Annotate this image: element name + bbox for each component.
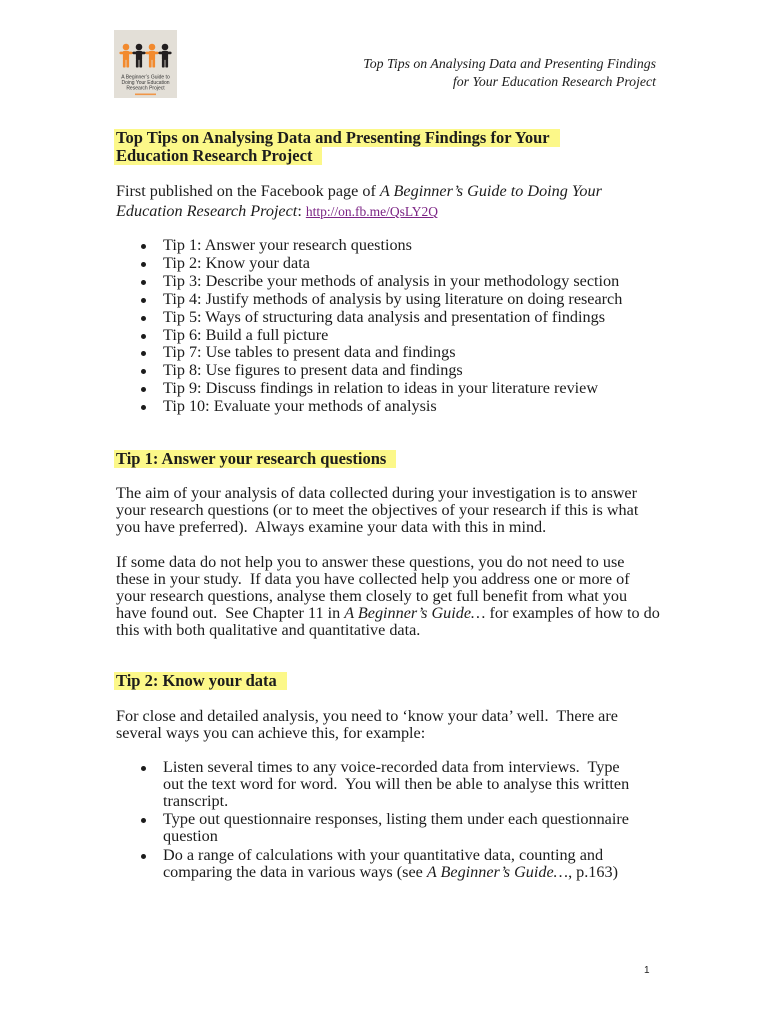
tips-contents-list: [0, 237, 700, 416]
paragraph: [116, 708, 618, 742]
cover-title-line: A Beginner’s Guide to: [121, 74, 170, 81]
running-header-line-1: [363, 55, 656, 73]
book-title-italic: Education Research Project: [116, 202, 298, 220]
paragraph-line: [116, 554, 660, 571]
book-title-italic: A Beginner’s Guide…: [344, 603, 486, 622]
paragraph-text: If some data do not help you to answer these questions, you do not need to use: [116, 552, 625, 571]
paragraph-text: For close and detailed analysis, you need to ‘know your data’ well. There are: [116, 706, 618, 725]
list-item: [0, 344, 700, 362]
know-your-data-list: [0, 759, 700, 881]
bullet-icon: [141, 298, 146, 303]
paper-doll-people-icon: [114, 30, 177, 98]
list-item: [0, 309, 700, 327]
book-cover-thumbnail: [114, 30, 177, 98]
intro-separator: :: [297, 202, 306, 220]
list-item-text: Tip 10: Evaluate your methods of analysis: [163, 397, 437, 416]
paragraph-line: [116, 571, 660, 588]
facebook-link[interactable]: http://on.fb.me/QsLY2Q: [305, 204, 438, 219]
section-heading-tip-2: [114, 672, 287, 690]
bullet-icon: [141, 351, 146, 356]
title-highlight: Education Research Project: [114, 147, 322, 165]
list-item-line: [163, 811, 700, 828]
bullet-icon: [141, 316, 146, 321]
paragraph-line: [116, 708, 618, 725]
list-item-text: Do a range of calculations with your quantitative data, counting and: [163, 845, 604, 864]
list-item-text: Tip 8: Use figures to present data and findings: [163, 361, 463, 380]
list-item-text: Tip 5: Ways of structuring data analysis and presentation of findings: [163, 307, 605, 326]
bullet-icon: [141, 818, 146, 823]
list-item-text: Tip 2: Know your data: [163, 253, 310, 272]
list-item: [0, 362, 700, 380]
list-item-text: Tip 9: Discuss findings in relation to ideas in your literature review: [163, 379, 599, 398]
intro-line-1: [116, 181, 602, 201]
cover-title-line: Doing Your Education: [121, 80, 170, 86]
section-heading-highlight: Tip 1: Answer your research questions: [114, 450, 396, 468]
list-item-text: Tip 7: Use tables to present data and findings: [163, 343, 456, 362]
list-item-text: comparing the data in various ways (see: [163, 862, 427, 881]
list-item-text: Tip 4: Justify methods of analysis by using literature on doing research: [163, 289, 623, 308]
list-item: [0, 291, 700, 309]
book-title-italic: A Beginner’s Guide…: [426, 862, 569, 881]
paragraph-line: [116, 588, 660, 605]
list-item: [0, 847, 700, 881]
intro-line-2: [116, 201, 602, 222]
bullet-icon: [141, 854, 146, 859]
list-item-text: Tip 3: Describe your methods of analysis in your methodology section: [163, 271, 620, 290]
paragraph-text: have found out. See Chapter 11 in: [116, 603, 345, 622]
list-item-text: , p.163): [568, 862, 618, 881]
paragraph-line: [116, 502, 638, 519]
bullet-icon: [141, 369, 146, 374]
paragraph-line: [116, 485, 638, 502]
list-item-line: [163, 776, 700, 793]
list-item: [0, 398, 700, 416]
section-heading-highlight: Tip 2: Know your data: [114, 672, 287, 690]
paragraph-text: your research questions (or to meet the objectives of your research if this is what: [116, 500, 639, 519]
title-line-2: [114, 147, 560, 165]
paragraph-text: your research questions, analyse them closely to get full benefit from what you: [116, 586, 628, 605]
cover-author-mark: [135, 94, 156, 96]
running-header: [363, 55, 656, 91]
bullet-icon: [141, 766, 146, 771]
list-item-line: [163, 864, 700, 881]
book-title-italic: A Beginner’s Guide to Doing Your: [379, 182, 602, 200]
list-item-line: [163, 759, 700, 776]
list-item-text: Tip 6: Build a full picture: [163, 325, 329, 344]
list-item: [0, 255, 700, 273]
list-item: [0, 811, 700, 845]
paragraph-text: The aim of your analysis of data collected during your investigation is to answer: [116, 483, 638, 502]
paragraph-text: you have preferred). Always examine your data with this in mind.: [116, 517, 547, 536]
bullet-icon: [141, 405, 146, 410]
list-item-text: Type out questionnaire responses, listing them under each questionnaire: [163, 810, 629, 828]
paragraph-text: these in your study. If data you have collected help you address one or more of: [116, 569, 630, 588]
bullet-icon: [141, 262, 146, 267]
paragraph: [116, 485, 638, 536]
bullet-icon: [141, 280, 146, 285]
paragraph-line: [116, 519, 638, 536]
intro-text: First published on the Facebook page of: [116, 182, 380, 200]
list-item: [0, 237, 700, 255]
bullet-icon: [141, 334, 146, 339]
list-item-line: [163, 847, 700, 864]
title-highlight: Top Tips on Analysing Data and Presenting Findings for Your: [114, 129, 560, 147]
list-item: [0, 380, 700, 398]
paragraph-text: several ways you can achieve this, for example:: [116, 723, 426, 742]
paragraph-line: [116, 725, 618, 742]
list-item: [0, 327, 700, 345]
document-title: [114, 129, 560, 165]
bullet-icon: [141, 387, 146, 392]
intro-paragraph: [116, 181, 602, 222]
list-item-text: out the text word for word. You will then be able to analyse this written: [163, 774, 630, 793]
paragraph-text: this with both qualitative and quantitative data.: [116, 620, 421, 639]
running-header-text: Top Tips on Analysing Data and Presenting Findings: [363, 56, 656, 71]
list-item: [0, 273, 700, 291]
running-header-line-2: [363, 73, 656, 91]
page-number: 1: [644, 965, 650, 976]
bullet-icon: [141, 244, 146, 249]
paragraph-text: for examples of how to do: [485, 603, 660, 622]
paragraph: [116, 554, 660, 639]
list-item-text: Listen several times to any voice-recorded data from interviews. Type: [163, 757, 620, 776]
section-heading-tip-1: [114, 450, 396, 468]
running-header-text: for Your Education Research Project: [452, 74, 656, 89]
title-line-1: [114, 129, 560, 147]
list-item-line: [163, 793, 700, 810]
paragraph-line: [116, 605, 660, 622]
paragraph-line: [116, 622, 660, 639]
list-item-text: question: [163, 827, 218, 845]
list-item: [0, 759, 700, 810]
list-item-line: [163, 828, 700, 845]
list-item-text: transcript.: [163, 791, 229, 810]
list-item-text: Tip 1: Answer your research questions: [163, 236, 412, 254]
cover-title-line: Research Project: [126, 85, 165, 92]
